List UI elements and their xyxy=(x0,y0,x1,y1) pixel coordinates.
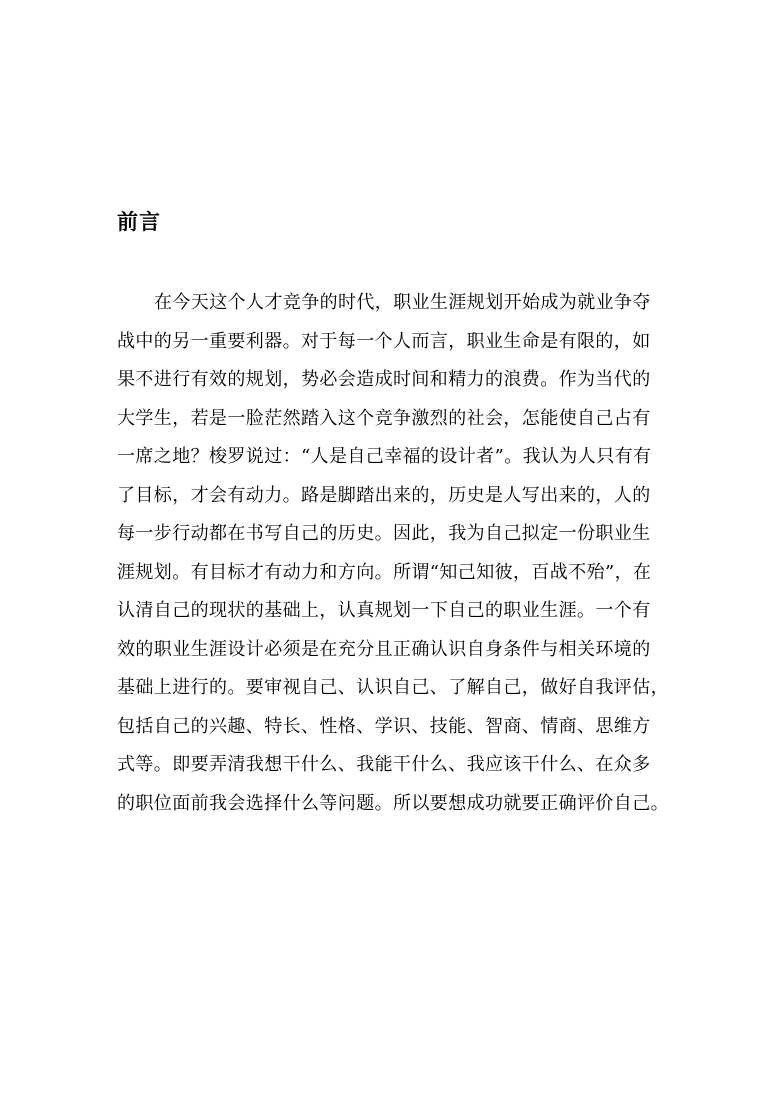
paragraph-line: 基础上进行的。要审视自己、认识自己、了解自己，做好自我评估， xyxy=(117,677,669,698)
paragraph-line: 认清自己的现状的基础上，认真规划一下自己的职业生涯。一个有 xyxy=(117,600,651,621)
preface-paragraph xyxy=(117,284,669,823)
paragraph-line: 效的职业生涯设计必须是在充分且正确认识自身条件与相关环境的 xyxy=(117,638,651,660)
paragraph-line: 大学生，若是一脸茫然踏入这个竞争激烈的社会，怎能使自己占有 xyxy=(117,407,651,429)
paragraph-line: 涯规划。有目标才有动力和方向。所谓“知己知彼，百战不殆”，在 xyxy=(117,561,652,583)
paragraph-line: 每一步行动都在书写自己的历史。因此，我为自己拟定一份职业生 xyxy=(117,523,651,544)
page-heading: 前言 xyxy=(117,209,161,234)
paragraph-line: 式等。即要弄清我想干什么、我能干什么、我应该干什么、在众多 xyxy=(117,754,651,775)
paragraph-line: 的职位面前我会选择什么等问题。所以要想成功就要正确评价自己。 xyxy=(117,792,669,814)
paragraph-line: 包括自己的兴趣、特长、性格、学识、技能、智商、情商、思维方 xyxy=(117,715,651,737)
paragraph-line: 战中的另一重要利器。对于每一个人而言，职业生命是有限的，如 xyxy=(117,330,651,352)
paragraph-line: 在今天这个人才竞争的时代，职业生涯规划开始成为就业争夺 xyxy=(154,292,651,313)
paragraph-line: 一席之地？梭罗说过：“人是自己幸福的设计者”。我认为人只有有 xyxy=(117,446,652,467)
paragraph-line: 果不进行有效的规划，势必会造成时间和精力的浪费。作为当代的 xyxy=(117,369,651,390)
paragraph-line: 了目标，才会有动力。路是脚踏出来的，历史是人写出来的，人的 xyxy=(117,484,651,506)
